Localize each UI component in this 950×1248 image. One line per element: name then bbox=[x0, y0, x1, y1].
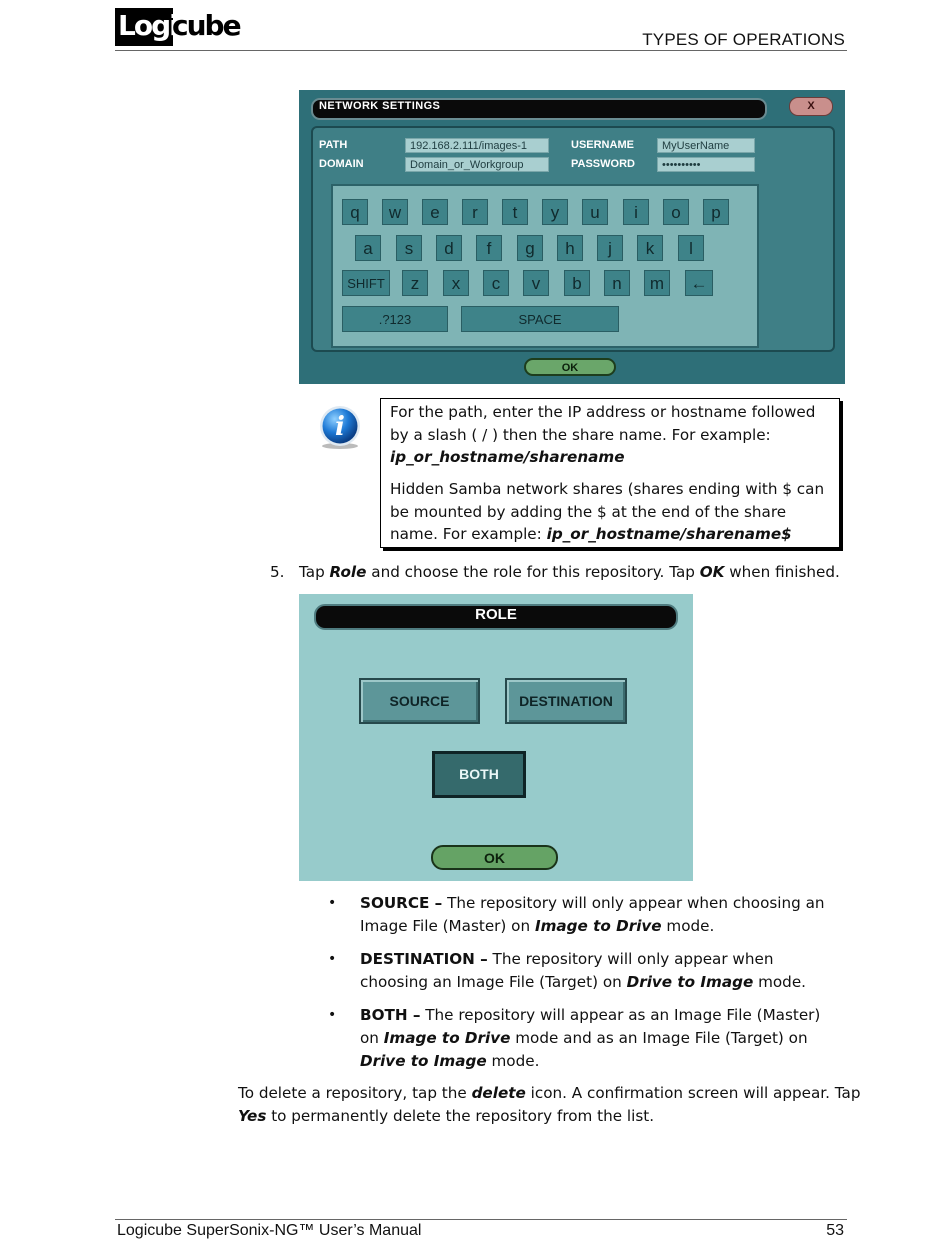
network-settings-screenshot bbox=[299, 90, 845, 384]
username-label: USERNAME bbox=[571, 139, 634, 151]
key-i[interactable]: i bbox=[623, 199, 649, 225]
role-term: Role bbox=[329, 563, 367, 581]
note-p1-example: ip_or_hostname/sharename bbox=[390, 448, 625, 466]
closing-text-2: icon. A confirmation screen will appear. Tap bbox=[525, 1084, 861, 1102]
section-title: TYPES OF OPERATIONS bbox=[642, 30, 845, 49]
step5-text-2: and choose the role for this repository. Tap bbox=[366, 563, 700, 581]
footer-rule bbox=[115, 1219, 847, 1220]
path-field[interactable]: 192.168.2.111/images-1 bbox=[405, 138, 549, 153]
key-backspace[interactable]: ← bbox=[685, 270, 713, 296]
page-number: 53 bbox=[826, 1222, 844, 1239]
source-mode: Image to Drive bbox=[534, 917, 662, 935]
note-p1-text: For the path, enter the IP address or hostname followed by a slash ( / ) then the share name. For example: bbox=[390, 403, 816, 444]
step-number: 5. bbox=[270, 563, 285, 581]
source-desc-2: mode. bbox=[661, 917, 715, 935]
both-desc-1: The repository will appear as an Image File (Master) on bbox=[360, 1006, 821, 1047]
source-desc-1: The repository will only appear when choosing an Image File (Master) on bbox=[360, 894, 825, 935]
logo-text-a: Logi bbox=[118, 9, 177, 42]
bullet-text bbox=[360, 892, 840, 938]
key-b[interactable]: b bbox=[564, 270, 590, 296]
key-r[interactable]: r bbox=[462, 199, 488, 225]
key-n[interactable]: n bbox=[604, 270, 630, 296]
close-button[interactable]: X bbox=[789, 97, 833, 116]
destination-mode: Drive to Image bbox=[626, 973, 754, 991]
key-p[interactable]: p bbox=[703, 199, 729, 225]
password-field[interactable]: •••••••••• bbox=[657, 157, 755, 172]
key-f[interactable]: f bbox=[476, 235, 502, 261]
key-d[interactable]: d bbox=[436, 235, 462, 261]
key-l[interactable]: l bbox=[678, 235, 704, 261]
key-shift[interactable]: SHIFT bbox=[342, 270, 390, 296]
logicube-logo bbox=[115, 8, 240, 46]
both-button[interactable]: BOTH bbox=[432, 751, 526, 798]
role-ok-button[interactable]: OK bbox=[431, 845, 558, 870]
key-k[interactable]: k bbox=[637, 235, 663, 261]
key-z[interactable]: z bbox=[402, 270, 428, 296]
path-label: PATH bbox=[319, 139, 348, 151]
term-destination: DESTINATION – bbox=[360, 950, 488, 968]
ok-term: OK bbox=[699, 563, 725, 581]
source-button[interactable]: SOURCE bbox=[359, 678, 480, 724]
key-u[interactable]: u bbox=[582, 199, 608, 225]
network-ok-button[interactable]: OK bbox=[524, 358, 616, 376]
manual-title: Logicube SuperSonix-NG™ User’s Manual bbox=[117, 1222, 422, 1239]
step5-text-3: when finished. bbox=[724, 563, 840, 581]
username-field[interactable]: MyUserName bbox=[657, 138, 755, 153]
term-both: BOTH – bbox=[360, 1006, 421, 1024]
key-t[interactable]: t bbox=[502, 199, 528, 225]
yes-term: Yes bbox=[238, 1107, 267, 1125]
both-mode-1: Image to Drive bbox=[383, 1029, 511, 1047]
note-paragraph-2 bbox=[390, 478, 830, 546]
key-c[interactable]: c bbox=[483, 270, 509, 296]
on-screen-keyboard bbox=[331, 184, 759, 348]
both-desc-3: mode. bbox=[486, 1052, 540, 1070]
key-m[interactable]: m bbox=[644, 270, 670, 296]
info-icon bbox=[317, 404, 363, 450]
svg-text:i: i bbox=[335, 412, 345, 442]
bullet-dot: • bbox=[328, 1007, 337, 1023]
domain-label: DOMAIN bbox=[319, 158, 364, 170]
password-label: PASSWORD bbox=[571, 158, 635, 170]
step-5 bbox=[270, 561, 890, 584]
bullet-both bbox=[328, 1004, 838, 1074]
header-rule bbox=[115, 50, 847, 51]
destination-desc-2: mode. bbox=[753, 973, 806, 991]
destination-button[interactable]: DESTINATION bbox=[505, 678, 627, 724]
key-o[interactable]: o bbox=[663, 199, 689, 225]
both-mode-2: Drive to Image bbox=[360, 1052, 487, 1070]
network-settings-title: NETWORK SETTINGS bbox=[319, 100, 441, 112]
key-space[interactable]: SPACE bbox=[461, 306, 619, 332]
role-title: ROLE bbox=[475, 606, 517, 623]
step5-text-1: Tap bbox=[299, 563, 330, 581]
logo-text-b: cube bbox=[172, 9, 240, 42]
key-s[interactable]: s bbox=[396, 235, 422, 261]
key-v[interactable]: v bbox=[523, 270, 549, 296]
key-g[interactable]: g bbox=[517, 235, 543, 261]
bullet-dot: • bbox=[328, 951, 337, 967]
bullet-source bbox=[328, 892, 838, 938]
key-w[interactable]: w bbox=[382, 199, 408, 225]
note-p2-example: ip_or_hostname/sharename$ bbox=[546, 525, 792, 543]
destination-desc-1: The repository will only appear when choosing an Image File (Target) on bbox=[360, 950, 774, 991]
note-p2-text: Hidden Samba network shares (shares ending with $ can be mounted by adding the $ at the end of the share name. For example: bbox=[390, 480, 825, 543]
delete-term: delete bbox=[471, 1084, 526, 1102]
closing-text-3: to permanently delete the repository from the list. bbox=[266, 1107, 655, 1125]
key-a[interactable]: a bbox=[355, 235, 381, 261]
key-q[interactable]: q bbox=[342, 199, 368, 225]
key-e[interactable]: e bbox=[422, 199, 448, 225]
key-symbols[interactable]: .?123 bbox=[342, 306, 448, 332]
bullet-text bbox=[360, 1004, 840, 1073]
bullet-destination bbox=[328, 948, 838, 994]
key-y[interactable]: y bbox=[542, 199, 568, 225]
key-j[interactable]: j bbox=[597, 235, 623, 261]
info-note bbox=[380, 398, 840, 548]
bullet-dot: • bbox=[328, 895, 337, 911]
domain-field[interactable]: Domain_or_Workgroup bbox=[405, 157, 549, 172]
closing-paragraph bbox=[238, 1082, 878, 1128]
key-h[interactable]: h bbox=[557, 235, 583, 261]
note-paragraph-1 bbox=[390, 401, 830, 469]
closing-text-1: To delete a repository, tap the bbox=[238, 1084, 472, 1102]
role-dialog-screenshot bbox=[299, 594, 693, 881]
bullet-text bbox=[360, 948, 840, 994]
term-source: SOURCE – bbox=[360, 894, 443, 912]
both-desc-2: mode and as an Image File (Target) on bbox=[510, 1029, 808, 1047]
key-x[interactable]: x bbox=[443, 270, 469, 296]
